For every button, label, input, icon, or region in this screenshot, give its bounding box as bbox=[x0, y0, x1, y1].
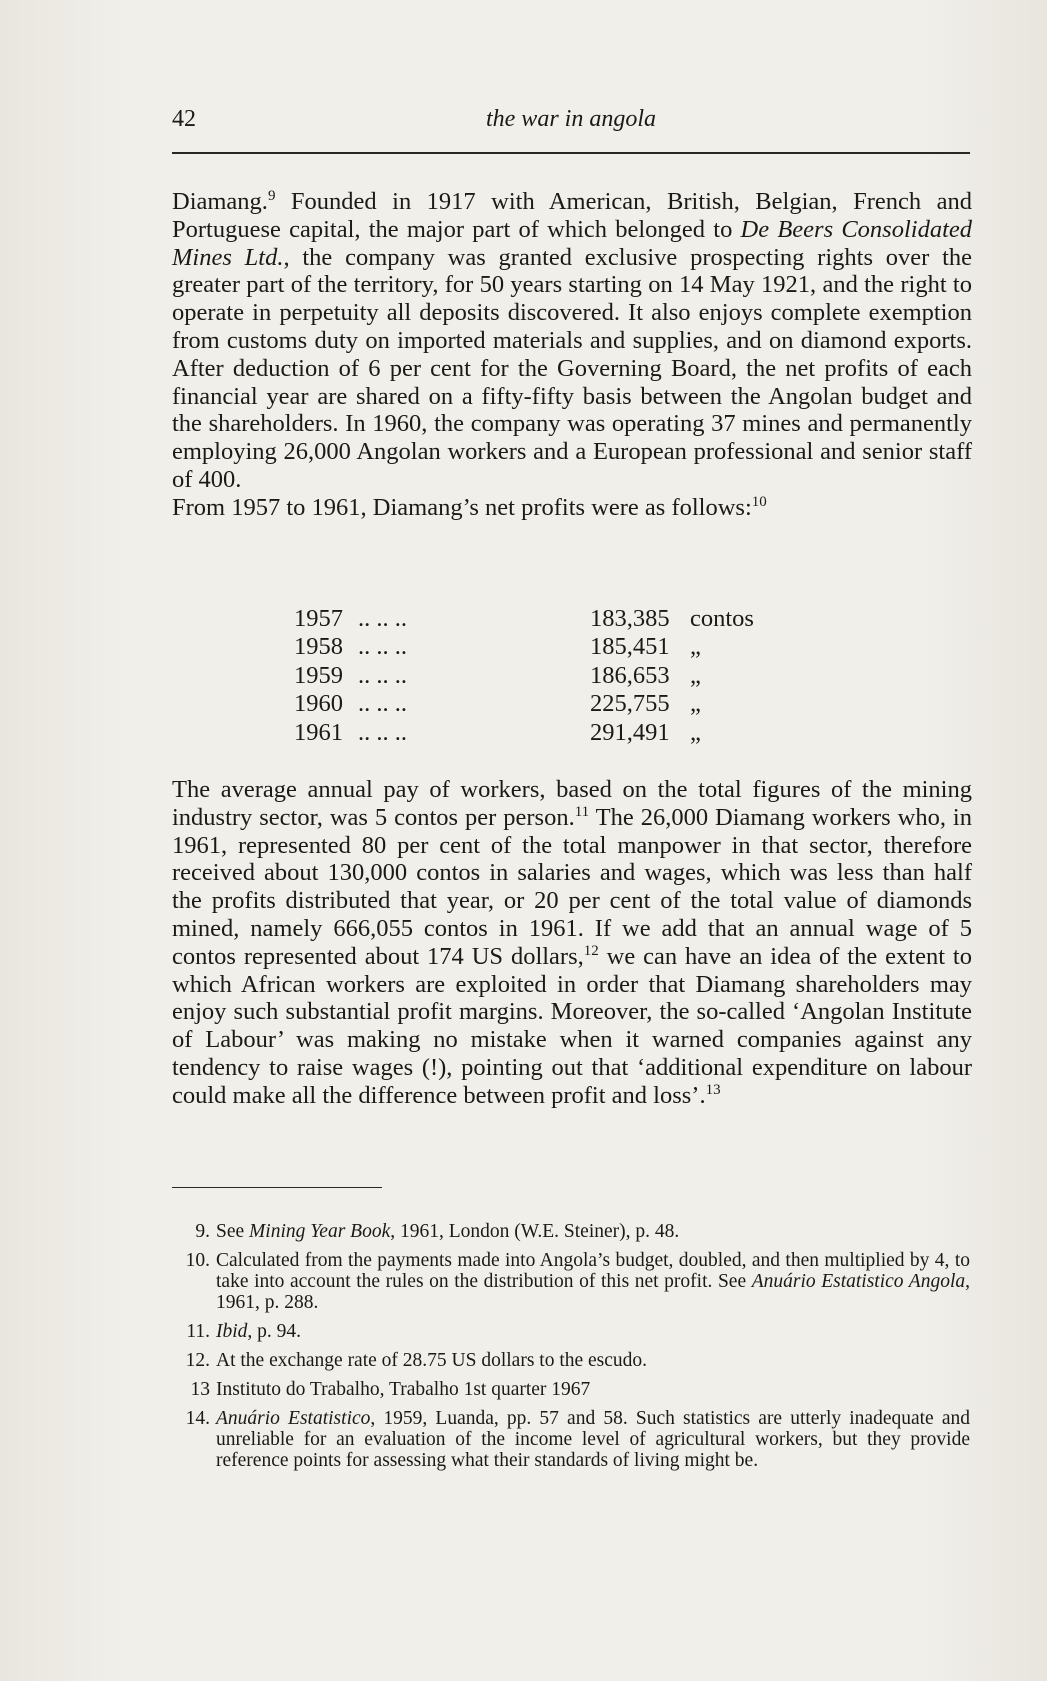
footnote-ref-10: 10 bbox=[751, 493, 767, 510]
text-run: At the exchange rate of 28.75 US dollars to the escudo. bbox=[216, 1350, 648, 1371]
profit-row bbox=[294, 662, 814, 690]
text-run: The 26,000 Diamang workers who, in 1961, represented 80 per cent of the total manpower in that sector, therefore received about 130,000 contos in salaries and wages, which was less than half the profits distributed that year, or 20 per cent of the total value of diamonds mined, namely 666,055 contos in 1961. If we add that an annual wage of 5 contos represented about 174 US dollars, bbox=[172, 803, 972, 970]
citation-title: Ibid bbox=[216, 1321, 248, 1342]
footnote-text bbox=[216, 1379, 590, 1400]
footnote-number: 13 bbox=[190, 1379, 210, 1400]
profit-unit: contos bbox=[690, 605, 754, 632]
text-run: See bbox=[216, 1221, 250, 1242]
leader-dots: .. .. .. bbox=[358, 690, 407, 718]
footnote-text bbox=[216, 1350, 647, 1371]
text-run: , 1959, Luanda, pp. 57 and 58. Such statistics are utterly inadequate and unreliable for an evaluation of the income level of agricultural workers, but they provide reference points for assessing what their standards of living might be. bbox=[216, 1408, 971, 1471]
text-run: Diamang. bbox=[172, 188, 268, 215]
footnote-number: 11. bbox=[186, 1321, 210, 1342]
text-run: Founded in 1917 with American, British, Belgian, French and Portuguese capital, the major part of which belonged to bbox=[172, 188, 972, 243]
profit-value: 183,385 bbox=[590, 605, 670, 632]
text-run: we can have an idea of the extent to which African workers are exploited in order that Diamang shareholders may enjoy such substantial profit margins. Moreover, the so-called ‘Angolan Institute of Labour’ was making no mistake when it warned companies against any tendency to raise wages (!), pointing out that ‘additional expenditure on labour could make all the difference between profit and loss’. bbox=[172, 942, 972, 1109]
profit-row bbox=[294, 719, 814, 747]
header-rule bbox=[172, 152, 970, 154]
profit-value: 186,653 bbox=[590, 661, 670, 689]
profits-table bbox=[294, 605, 814, 747]
running-title: the war in angola bbox=[485, 106, 656, 132]
leader-dots: .. .. .. bbox=[358, 718, 407, 746]
page-number: 42 bbox=[172, 106, 196, 132]
leader-dots: .. .. .. bbox=[358, 661, 407, 689]
footnote-text bbox=[216, 1321, 301, 1342]
footnote-rule bbox=[172, 1187, 382, 1188]
profit-value: 291,491 bbox=[590, 718, 670, 746]
company-name: De Beers Consolidated Mines Ltd. bbox=[172, 215, 972, 271]
profit-unit: „ bbox=[690, 718, 701, 746]
footnote bbox=[170, 1221, 970, 1242]
profit-row bbox=[294, 690, 814, 718]
text-run: , the company was granted exclusive prospecting rights over the greater part of the territory, for 50 years starting on 14 May 1921, and the right to operate in perpetuity all deposits discovered. It also enjoys complete exemption from customs duty on imported materials and supplies, and on diamond exports. After deduction of 6 per cent for the Governing Board, the net profits of each financial year are shared on a fifty-fifty basis between the Angolan budget and the shareholders. In 1960, the company was operating 37 mines and permanently employing 26,000 Angolan workers and a European professional and senior staff of 400. bbox=[172, 243, 972, 493]
footnote bbox=[170, 1321, 970, 1342]
text-run: , p. 94. bbox=[247, 1321, 302, 1342]
profit-unit: „ bbox=[690, 661, 701, 689]
profit-year: 1960 bbox=[294, 690, 343, 718]
text-run: The average annual pay of workers, based on the total figures of the mining industry sector, was 5 contos per person. bbox=[172, 776, 972, 831]
profit-unit: „ bbox=[690, 690, 701, 718]
text-run: From 1957 to 1961, Diamang’s net profits were as follows: bbox=[172, 493, 752, 521]
footnote bbox=[170, 1379, 970, 1400]
citation-title: Anuário Estatistico Angola bbox=[751, 1271, 966, 1292]
footnote-ref-9: 9 bbox=[267, 188, 276, 204]
paragraph-profits-intro bbox=[172, 494, 972, 522]
profit-value: 225,755 bbox=[590, 690, 670, 718]
profit-value: 185,451 bbox=[590, 633, 670, 661]
profit-row bbox=[294, 605, 814, 633]
text-run: , 1961, London (W.E. Steiner), p. 48. bbox=[390, 1221, 680, 1242]
footnote bbox=[170, 1408, 970, 1471]
paragraph-diamang bbox=[172, 188, 972, 494]
footnote bbox=[170, 1350, 970, 1371]
citation-title: Anuário Estatistico bbox=[216, 1408, 371, 1429]
footnote-ref-13: 13 bbox=[705, 1081, 721, 1098]
footnote-number: 10. bbox=[185, 1250, 210, 1271]
profit-year: 1959 bbox=[294, 661, 343, 689]
leader-dots: .. .. .. bbox=[358, 633, 407, 661]
profit-year: 1957 bbox=[294, 605, 343, 632]
footnote-text bbox=[216, 1221, 679, 1242]
footnote-number: 14. bbox=[185, 1408, 210, 1429]
footnote-ref-11: 11 bbox=[574, 803, 590, 820]
text-run: , 1961, p. 288. bbox=[216, 1271, 970, 1313]
text-run: Calculated from the payments made into Angola’s budget, doubled, and then multiplied by 4, to take into account the rules on the distribution of this net profit. See bbox=[216, 1250, 970, 1292]
footnote-number: 9. bbox=[195, 1221, 210, 1242]
main-text bbox=[172, 188, 972, 522]
text-run: Instituto do Trabalho, Trabalho 1st quarter 1967 bbox=[216, 1379, 591, 1400]
footnote-text bbox=[216, 1408, 970, 1471]
profit-row bbox=[294, 633, 814, 661]
profit-unit: „ bbox=[690, 633, 701, 661]
footnote-text bbox=[216, 1250, 970, 1313]
footnote-ref-12: 12 bbox=[583, 942, 599, 959]
footnote bbox=[170, 1250, 970, 1313]
footnote-number: 12. bbox=[185, 1350, 210, 1371]
page-header bbox=[172, 106, 970, 140]
profit-year: 1961 bbox=[294, 718, 343, 746]
footnotes bbox=[170, 1221, 970, 1479]
paragraph-wages bbox=[172, 776, 972, 1110]
profit-year: 1958 bbox=[294, 633, 343, 661]
citation-title: Mining Year Book bbox=[249, 1221, 391, 1242]
leader-dots: .. .. .. bbox=[358, 605, 407, 632]
